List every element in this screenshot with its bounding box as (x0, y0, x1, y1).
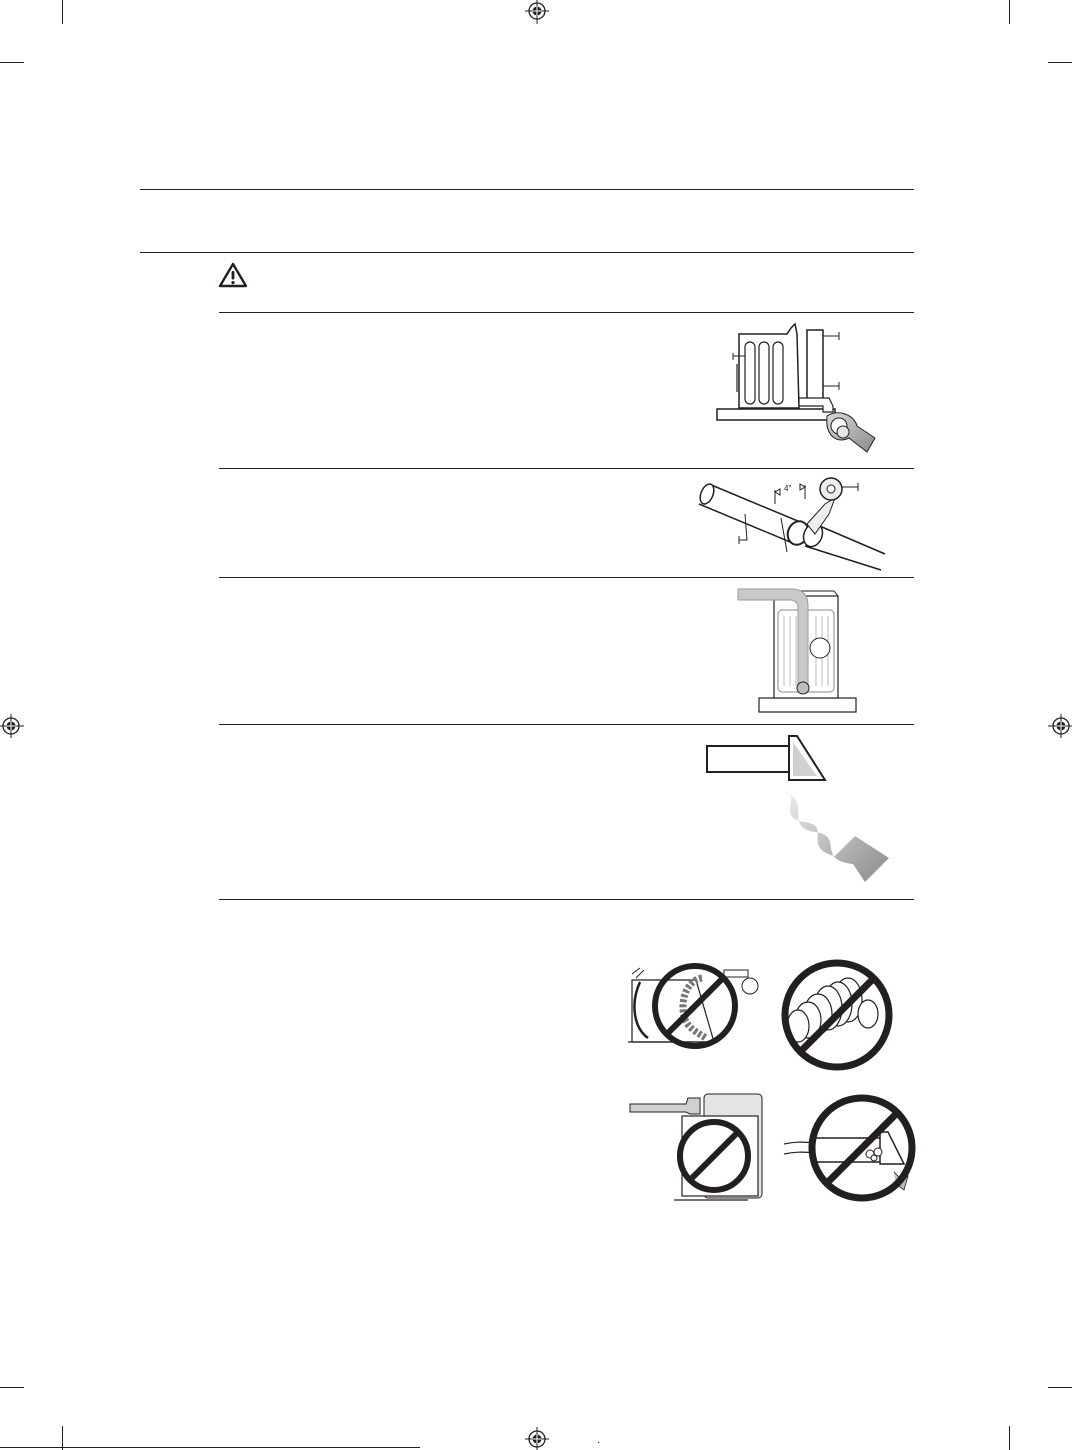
section-divider-3 (219, 577, 914, 578)
crop-mark-bottom-left-h (0, 1387, 24, 1388)
crop-mark-bottom-right-h (1048, 1387, 1072, 1388)
registration-mark-right (1046, 711, 1072, 741)
dryer-rear-duct-figure (738, 586, 860, 714)
crop-mark-top-right-h (1048, 62, 1072, 63)
exhaust-hood-figure (705, 732, 891, 884)
prohibited-kinked-duct-figure (626, 958, 766, 1048)
section-divider-5 (219, 899, 914, 900)
prohibited-flexible-foil-duct-figure (780, 958, 896, 1072)
footer-slug-line (0, 1447, 420, 1448)
registration-mark-top (522, 0, 552, 26)
prohibited-long-duct-run-figure (628, 1090, 768, 1205)
section-divider-4 (219, 724, 914, 725)
crop-mark-top-left-v (62, 0, 63, 24)
crop-mark-bottom-right-v (1009, 1426, 1010, 1450)
duct-tape-joint-figure (695, 474, 895, 574)
crop-mark-top-right-v (1009, 0, 1010, 24)
header-rule-bottom (140, 252, 914, 253)
section-divider-1 (219, 312, 914, 313)
header-rule-top (140, 189, 914, 190)
footer-mark: . (597, 1432, 601, 1446)
registration-mark-left (0, 711, 26, 741)
duct-dimension-label: 4" (784, 484, 792, 493)
crop-mark-top-left-h (0, 62, 24, 63)
prohibited-clogged-hood-figure (782, 1092, 914, 1204)
section-divider-2 (219, 468, 914, 469)
warning-icon (218, 262, 248, 288)
registration-mark-bottom (522, 1425, 552, 1450)
dryer-exhaust-figure (715, 320, 890, 458)
